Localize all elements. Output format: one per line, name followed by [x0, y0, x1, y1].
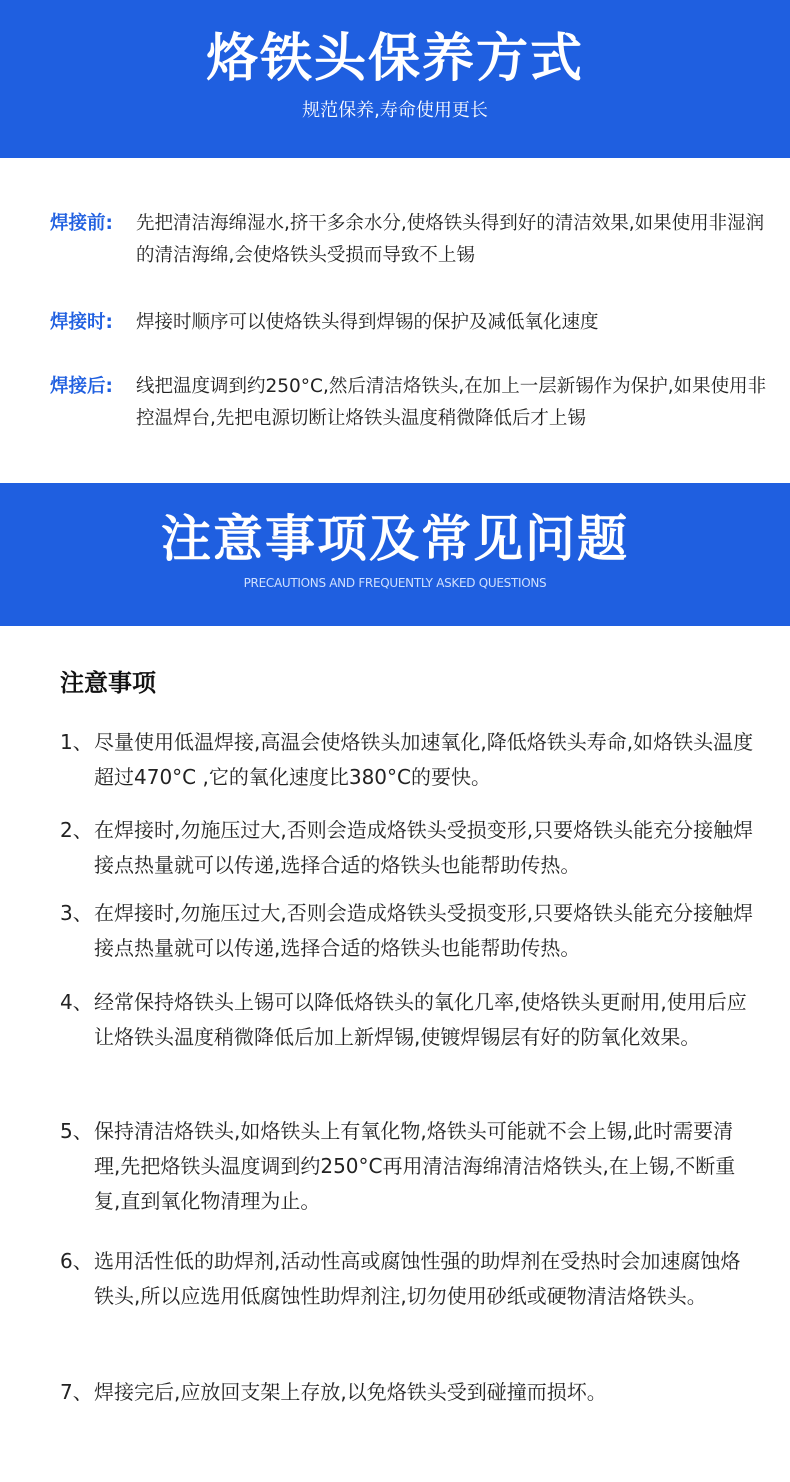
note-text: 在焊接时,勿施压过大,否则会造成烙铁头受损变形,只要烙铁头能充分接触焊接点热量就可以传递,选择合适的烙铁头也能帮助传热。 [94, 818, 754, 877]
care-text: 先把清洁海绵湿水,挤干多余水分,使烙铁头得到好的清洁效果,如果使用非湿润的清洁海绵,会使烙铁头受损而导致不上锡 [136, 213, 765, 266]
note-text: 选用活性低的助焊剂,活动性高或腐蚀性强的助焊剂在受热时会加速腐蚀烙铁头,所以应选用低腐蚀性助焊剂注,切勿使用砂纸或硬物清洁烙铁头。 [94, 1249, 741, 1308]
care-label: 焊接后: [50, 376, 113, 397]
care-label: 焊接前: [50, 213, 113, 234]
care-label: 焊接时: [50, 312, 113, 333]
notes-heading: 注意事项 [60, 669, 156, 697]
note-text: 经常保持烙铁头上锡可以降低烙铁头的氧化几率,使烙铁头更耐用,使用后应让烙铁头温度稍微降低后加上新焊锡,使镀焊锡层有好的防氧化效果。 [94, 990, 747, 1049]
page-subtitle: 规范保养,寿命使用更长 [302, 100, 488, 121]
note-text: 焊接完后,应放回支架上存放,以免烙铁头受到碰撞而损坏。 [94, 1380, 607, 1404]
section-subtitle: PRECAUTIONS AND FREQUENTLY ASKED QUESTIONS [243, 576, 547, 590]
note-number: 3、 [60, 901, 93, 925]
page-title: 烙铁头保养方式 [205, 29, 584, 89]
care-text: 焊接时顺序可以使烙铁头得到焊锡的保护及减低氧化速度 [136, 312, 599, 333]
note-number: 4、 [60, 990, 93, 1014]
note-number: 1、 [60, 730, 93, 754]
section-banner [0, 483, 790, 626]
note-number: 2、 [60, 818, 93, 842]
note-number: 5、 [60, 1119, 93, 1143]
care-text: 线把温度调到约250°C,然后清洁烙铁头,在加上一层新锡作为保护,如果使用非控温焊台,先把电源切断让烙铁头温度稍微降低后才上锡 [136, 376, 767, 429]
note-text: 保持清洁烙铁头,如烙铁头上有氧化物,烙铁头可能就不会上锡,此时需要清理,先把烙铁头温度调到约250°C再用清洁海绵清洁烙铁头,在上锡,不断重复,直到氧化物清理为止。 [94, 1119, 736, 1213]
header-banner [0, 0, 790, 158]
note-number: 6、 [60, 1249, 93, 1273]
note-number: 7、 [60, 1380, 93, 1404]
note-text: 尽量使用低温焊接,高温会使烙铁头加速氧化,降低烙铁头寿命,如烙铁头温度超过470°C ,它的氧化速度比380°C的要快。 [94, 730, 754, 789]
note-text: 在焊接时,勿施压过大,否则会造成烙铁头受损变形,只要烙铁头能充分接触焊接点热量就可以传递,选择合适的烙铁头也能帮助传热。 [94, 901, 754, 960]
section-title: 注意事项及常见问题 [161, 510, 629, 568]
